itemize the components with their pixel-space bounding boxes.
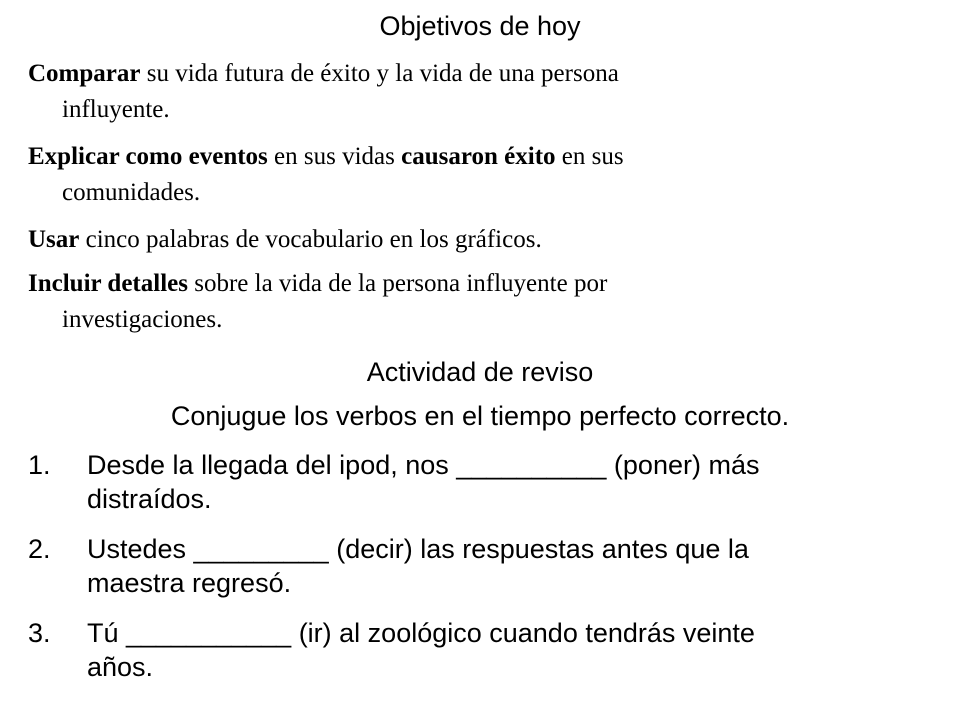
exercise-number: 1. [28,450,51,480]
exercise-text-continued: años. [87,652,154,682]
exercise-text: Desde la llegada del ipod, nos __________ (poner) más [87,450,760,480]
objective-verb: Comparar [28,60,141,87]
objective-compare [28,56,928,128]
objective-verb: Usar [28,226,80,253]
objective-text-continued: comunidades. [62,179,201,206]
objective-text-continued: influyente. [62,96,170,123]
objective-text: cinco palabras de vocabulario en los gráficos. [79,226,542,253]
objective-verb: Explicar como eventos [28,143,268,170]
activity-instruction: Conjugue los verbos en el tiempo perfecto correcto. [170,401,790,431]
activity-title: Actividad de reviso [366,357,594,387]
exercise-item-2 [28,532,938,600]
objective-text-continued: investigaciones. [62,306,223,333]
exercise-text-continued: maestra regresó. [87,568,292,598]
objective-verb: Incluir detalles [28,270,188,297]
exercise-item-3 [28,616,938,684]
exercise-text: Tú ___________ (ir) al zoológico cuando tendrás veinte [87,618,755,648]
exercise-number: 3. [28,618,51,648]
objective-include [28,266,928,338]
objective-text: en sus vidas [267,143,402,170]
exercise-item-1 [28,448,938,516]
objective-explain [28,139,928,211]
objective-text: en sus [555,143,624,170]
objective-keyword: causaron éxito [401,143,556,170]
objectives-title: Objetivos de hoy [379,11,581,41]
exercise-number: 2. [28,534,51,564]
exercise-text-continued: distraídos. [87,484,212,514]
objective-text: su vida futura de éxito y la vida de una persona [140,60,619,87]
exercise-text: Ustedes _________ (decir) las respuestas antes que la [87,534,749,564]
objective-use [28,222,928,258]
objective-text: sobre la vida de la persona influyente por [187,270,608,297]
